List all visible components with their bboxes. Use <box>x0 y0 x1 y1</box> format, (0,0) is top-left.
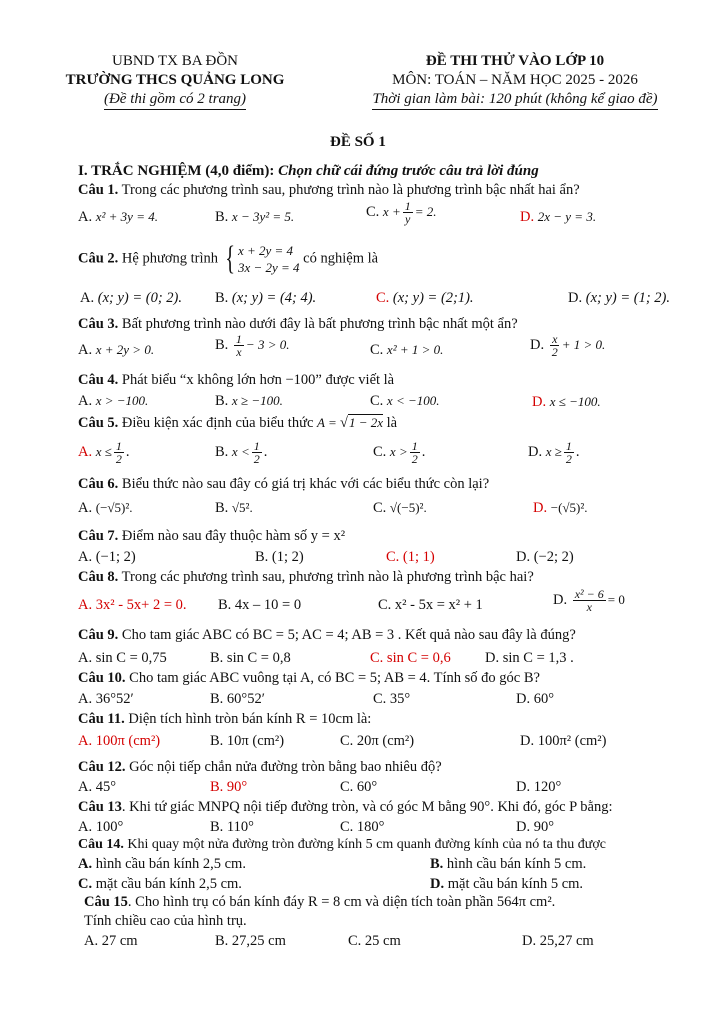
question-label: Câu 14. <box>78 837 124 852</box>
q11-option-c[interactable]: C. 20π (cm²) <box>340 733 415 749</box>
q8-option-d[interactable] <box>553 588 625 613</box>
period: . <box>421 443 426 460</box>
q7-option-a[interactable]: A. (−1; 2) <box>78 549 136 565</box>
fraction-numerator: 1 <box>565 439 572 453</box>
question-text: Điểm nào sau đây thuộc hàm số y = x² <box>118 528 346 544</box>
option-letter: C. <box>370 393 384 409</box>
question-text: Phát biểu “x không lớn hơn −100” được viết là <box>118 372 395 388</box>
option-expr: −(√5)². <box>550 500 588 515</box>
q6-option-d[interactable] <box>533 499 588 517</box>
option-letter: A. <box>78 443 93 460</box>
q2-option-b[interactable] <box>215 289 316 307</box>
question-text: Cho tam giác ABC có BC = 5; AC = 4; AB = 3 . Kết quả nào sau đây là đúng? <box>118 627 576 643</box>
q14-option-d[interactable] <box>430 875 583 893</box>
fraction-numerator: 1 <box>404 199 411 213</box>
option-expr: x − 3y² = 5. <box>231 209 295 224</box>
question-text: có nghiệm là <box>303 250 379 267</box>
fraction-denominator: 2 <box>253 452 260 466</box>
question-12 <box>78 758 442 776</box>
option-expr: √5². <box>231 500 253 515</box>
question-label: Câu 7. <box>78 528 119 544</box>
option-letter: B. <box>430 856 444 872</box>
q13-option-b[interactable]: B. 110° <box>210 819 254 835</box>
q6-option-b[interactable] <box>215 499 253 517</box>
option-letter: B. <box>215 336 229 353</box>
question-text: Biểu thức nào sau đây có giá trị khác với các biểu thức còn lại? <box>118 476 490 492</box>
option-expr: = 2. <box>414 203 437 219</box>
exam-name: ĐỀ THI THỬ VÀO LỚP 10 <box>425 53 605 69</box>
q9-option-b[interactable]: B. sin C = 0,8 <box>210 650 291 666</box>
q12-option-c[interactable]: C. 60° <box>340 779 378 795</box>
question-label: Câu 15 <box>84 894 128 910</box>
option-letter: A. <box>78 500 93 516</box>
fraction-numerator: 1 <box>253 439 260 453</box>
question-2 <box>78 242 378 276</box>
question-label: Câu 13 <box>78 799 122 815</box>
question-15 <box>84 893 555 911</box>
option-expr: (x; y) = (1; 2). <box>585 290 670 306</box>
option-expr: x < −100. <box>386 393 440 408</box>
q15-option-d[interactable]: D. 25,27 cm <box>522 933 594 949</box>
question-text: Điều kiện xác định của biểu thức <box>118 415 314 431</box>
district-name: UBND TX BA ĐỒN <box>112 53 238 69</box>
option-letter: D. <box>430 876 445 892</box>
q9-option-a[interactable]: A. sin C = 0,75 <box>78 650 167 666</box>
q10-option-d[interactable]: D. 60° <box>516 691 555 707</box>
equation-2: 3x − 2y = 4 <box>237 260 300 275</box>
q5-option-a[interactable] <box>78 440 130 465</box>
q5-option-c[interactable] <box>373 440 425 465</box>
q7-option-c[interactable]: C. (1; 1) <box>386 549 435 565</box>
q15-option-a[interactable]: A. 27 cm <box>84 933 138 949</box>
option-text: hình cầu bán kính 5 cm. <box>443 856 587 872</box>
fraction-numerator: 1 <box>411 439 418 453</box>
question-text: Trong các phương trình sau, phương trình nào là phương trình bậc nhất hai ẩn? <box>118 182 580 198</box>
q9-option-d[interactable]: D. sin C = 1,3 . <box>485 650 574 666</box>
q5-option-b[interactable] <box>215 440 267 465</box>
option-text: mặt cầu bán kính 2,5 cm. <box>92 876 242 892</box>
option-expr: √(−5)². <box>389 500 427 515</box>
q9-option-c[interactable]: C. sin C = 0,6 <box>370 650 451 666</box>
q13-option-d[interactable]: D. 90° <box>516 819 555 835</box>
fraction-denominator: 2 <box>565 452 572 466</box>
option-letter: B. <box>215 443 229 460</box>
option-letter: D. <box>520 209 535 225</box>
exam-title: ĐỀ SỐ 1 <box>330 134 386 150</box>
q1-option-b[interactable] <box>215 208 294 226</box>
option-letter: C. <box>373 443 387 460</box>
section-title: I. TRẮC NGHIỆM (4,0 điểm): <box>78 163 279 179</box>
period: . <box>575 443 580 460</box>
q7-option-b[interactable]: B. (1; 2) <box>255 549 304 565</box>
fraction-numerator: x² − 6 <box>574 587 604 601</box>
option-expr: x² + 1 > 0. <box>386 342 444 357</box>
question-label: Câu 11. <box>78 711 125 727</box>
question-9 <box>78 626 576 644</box>
option-letter: B. <box>215 290 229 306</box>
question-label: Câu 10. <box>78 670 126 686</box>
q10-option-c[interactable]: C. 35° <box>373 691 411 707</box>
question-text: Bất phương trình nào dưới đây là bất phương trình bậc nhất một ẩn? <box>118 316 518 332</box>
fraction-denominator: 2 <box>551 345 558 359</box>
option-expr: (x; y) = (2;1). <box>392 290 474 306</box>
q10-option-a[interactable]: A. 36°52′ <box>78 691 134 707</box>
option-letter: A. <box>78 209 93 225</box>
option-expr: x ≤ −100. <box>549 394 601 409</box>
q8-option-b[interactable]: B. 4x – 10 = 0 <box>218 597 302 613</box>
option-expr: x ≤ <box>95 443 112 459</box>
option-letter: D. <box>528 443 543 460</box>
question-text: Cho tam giác ABC vuông tại A, có BC = 5; AB = 4. Tính số đo góc B? <box>125 670 540 686</box>
q8-option-c[interactable]: C. x² - 5x = x² + 1 <box>378 597 483 613</box>
question-15-continued: Tính chiều cao của hình trụ. <box>84 913 247 929</box>
option-expr: (x; y) = (4; 4). <box>231 290 317 306</box>
q4-option-b[interactable] <box>215 392 283 410</box>
option-text: mặt cầu bán kính 5 cm. <box>444 876 584 892</box>
option-letter: D. <box>553 591 568 608</box>
q1-option-d[interactable] <box>520 208 596 226</box>
question-14 <box>78 836 606 854</box>
period: . <box>263 443 268 460</box>
question-5: Câu 5. Điều kiện xác định của biểu thức A = √1 − 2x là <box>78 415 398 431</box>
question-label: Câu 6. <box>78 476 119 492</box>
q2-option-c[interactable] <box>376 289 474 307</box>
q11-option-a[interactable]: A. 100π (cm²) <box>78 733 161 749</box>
q3-option-b[interactable] <box>215 333 289 358</box>
question-text: Hệ phương trình <box>118 250 218 267</box>
question-text: . Khi tứ giác MNPQ nội tiếp đường tròn, và có góc M bằng 90°. Khi đó, góc P bằng: <box>121 799 613 815</box>
q4-option-c[interactable] <box>370 392 440 410</box>
q12-option-b[interactable]: B. 90° <box>210 779 248 795</box>
q14-option-a[interactable] <box>78 855 246 873</box>
question-text: Khi quay một nửa đường tròn đường kính 5 cm quanh đường kính của nó ta thu được <box>123 837 606 852</box>
exam-header <box>345 52 685 110</box>
option-letter: C. <box>370 342 384 358</box>
question-3 <box>78 315 518 333</box>
q3-option-d[interactable] <box>530 333 605 358</box>
q15-option-b[interactable]: B. 27,25 cm <box>215 933 286 949</box>
option-expr: x > <box>389 443 408 459</box>
school-header <box>50 52 300 110</box>
q1-option-a[interactable] <box>78 208 158 226</box>
option-expr: (x; y) = (0; 2). <box>97 290 182 306</box>
question-text: Góc nội tiếp chắn nửa đường tròn bằng bao nhiêu độ? <box>125 759 442 775</box>
q10-option-b[interactable]: B. 60°52′ <box>210 691 265 707</box>
question-label: Câu 9. <box>78 627 119 643</box>
section-heading <box>78 162 539 181</box>
q3-option-c[interactable] <box>370 341 443 359</box>
q12-option-a[interactable]: A. 45° <box>78 779 117 795</box>
option-expr: x ≥ −100. <box>231 393 283 408</box>
q12-option-d[interactable]: D. 120° <box>516 779 562 795</box>
question-label: Câu 4. <box>78 372 119 388</box>
option-letter: A. <box>78 393 93 409</box>
option-expr: x ≥ <box>545 443 562 459</box>
option-expr: + 1 > 0. <box>561 336 606 352</box>
q11-option-b[interactable]: B. 10π (cm²) <box>210 733 285 749</box>
q14-option-b[interactable] <box>430 855 586 873</box>
q5-option-d[interactable] <box>528 440 580 465</box>
option-letter: C. <box>78 876 93 892</box>
fraction-denominator: x <box>586 600 592 614</box>
expression-lhs: A = <box>317 415 340 430</box>
option-text: hình cầu bán kính 2,5 cm. <box>92 856 246 872</box>
option-expr: x² + 3y = 4. <box>95 209 158 224</box>
q13-option-a[interactable]: A. 100° <box>78 819 124 835</box>
option-letter: D. <box>533 500 548 516</box>
q7-option-d[interactable]: D. (−2; 2) <box>516 549 574 565</box>
q2-option-d[interactable] <box>568 289 670 307</box>
fraction-numerator: x <box>552 332 558 346</box>
subject-year: MÔN: TOÁN – NĂM HỌC 2025 - 2026 <box>392 72 638 88</box>
option-letter: B. <box>215 209 229 225</box>
option-expr: = 0 <box>607 591 625 607</box>
question-13 <box>78 798 613 816</box>
section-instruction: Chọn chữ cái đứng trước câu trả lời đúng <box>278 163 539 179</box>
fraction-numerator: 1 <box>235 332 242 346</box>
fraction-denominator: 2 <box>115 452 122 466</box>
q4-option-a[interactable] <box>78 392 148 410</box>
question-8 <box>78 568 534 586</box>
q2-option-a[interactable] <box>80 289 182 307</box>
question-1 <box>78 181 580 199</box>
option-letter: C. <box>373 500 387 516</box>
school-name: TRƯỜNG THCS QUẢNG LONG <box>65 72 285 88</box>
option-letter: A. <box>78 856 93 872</box>
option-letter: D. <box>568 290 583 306</box>
q15-option-c[interactable]: C. 25 cm <box>348 933 401 949</box>
question-label: Câu 2. <box>78 250 119 267</box>
question-text: Diện tích hình tròn bán kính R = 10cm là: <box>124 711 372 727</box>
period: . <box>125 443 130 460</box>
q6-option-a[interactable] <box>78 499 133 517</box>
option-letter: D. <box>530 336 545 353</box>
option-expr: 2x − y = 3. <box>537 209 597 224</box>
equation-1: x + 2y = 4 <box>237 243 294 258</box>
page-count-note: (Đề thi gồm có 2 trang) <box>104 90 246 110</box>
question-text: . Cho hình trụ có bán kính đáy R = 8 cm và diện tích toàn phần 564π cm². <box>127 894 556 910</box>
q14-option-c[interactable] <box>78 875 242 893</box>
question-4 <box>78 371 394 389</box>
q13-option-c[interactable]: C. 180° <box>340 819 385 835</box>
option-expr: x + <box>382 203 401 219</box>
option-letter: C. <box>376 290 390 306</box>
time-limit: Thời gian làm bài: 120 phút (không kể giao đề) <box>372 90 657 110</box>
question-text: là <box>386 415 398 431</box>
option-expr: − 3 > 0. <box>245 336 290 352</box>
radicand: 1 − 2x <box>348 415 384 430</box>
fraction-denominator: y <box>405 212 411 226</box>
fraction-numerator: 1 <box>115 439 122 453</box>
question-10 <box>78 669 540 687</box>
option-expr: x < <box>231 443 250 459</box>
question-label: Câu 5. <box>78 415 119 431</box>
question-label: Câu 3. <box>78 316 119 332</box>
q3-option-a[interactable] <box>78 341 154 359</box>
option-letter: D. <box>532 394 547 410</box>
option-letter: B. <box>215 500 229 516</box>
option-letter: A. <box>80 290 95 306</box>
fraction-denominator: 2 <box>411 452 418 466</box>
equation-system: { x + 2y = 4 3x − 2y = 4 <box>224 240 300 277</box>
question-11 <box>78 710 371 728</box>
q11-option-d[interactable]: D. 100π² (cm²) <box>520 733 607 749</box>
question-6 <box>78 475 489 493</box>
question-label: Câu 1. <box>78 182 119 198</box>
fraction-denominator: x <box>236 345 242 359</box>
q1-option-c[interactable] <box>366 200 437 225</box>
option-expr: (−√5)². <box>95 500 133 515</box>
option-expr: x > −100. <box>95 393 149 408</box>
q6-option-c[interactable] <box>373 499 427 517</box>
option-letter: B. <box>215 393 229 409</box>
question-text: Trong các phương trình sau, phương trình nào là phương trình bậc hai? <box>118 569 534 585</box>
question-label: Câu 12. <box>78 759 126 775</box>
option-letter: C. <box>366 203 380 220</box>
q8-option-a[interactable]: A. 3x² - 5x+ 2 = 0. <box>78 597 187 613</box>
q4-option-d[interactable] <box>532 393 601 411</box>
option-letter: A. <box>78 342 93 358</box>
question-label: Câu 8. <box>78 569 119 585</box>
question-7 <box>78 527 345 545</box>
option-expr: x + 2y > 0. <box>95 342 155 357</box>
